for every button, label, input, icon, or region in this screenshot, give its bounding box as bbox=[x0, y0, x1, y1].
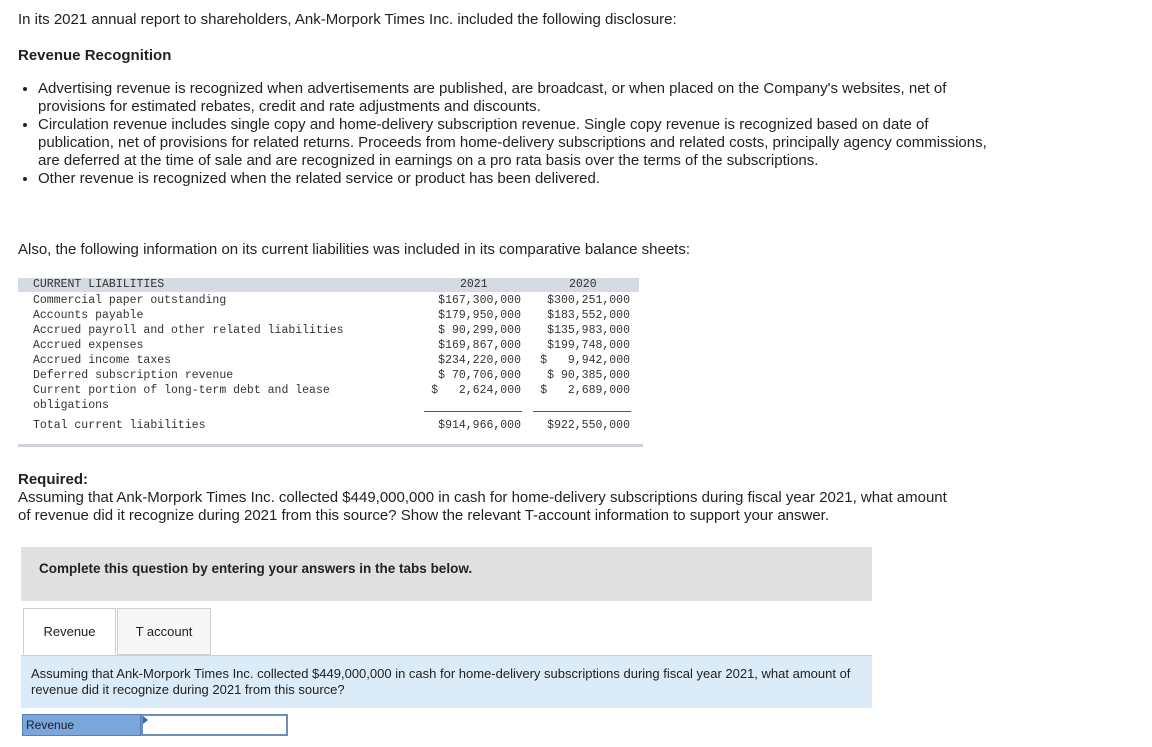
also-text: Also, the following information on its current liabilities was included in its comparative balance sheets: bbox=[18, 241, 691, 258]
total-rule-2021 bbox=[424, 411, 522, 412]
intro-text: In its 2021 annual report to shareholders, Ank-Morpork Times Inc. included the following disclosure: bbox=[18, 11, 677, 28]
question-panel bbox=[21, 656, 872, 708]
value-2021: $234,220,000 bbox=[438, 354, 521, 367]
table-row bbox=[18, 293, 639, 308]
value-2021: $169,867,000 bbox=[438, 339, 521, 352]
table-row-total bbox=[18, 418, 639, 433]
row-label: Accrued income taxes bbox=[33, 354, 172, 367]
row-label: Accounts payable bbox=[33, 309, 144, 322]
list-item: • Circulation revenue includes single copy and home-delivery subscription revenue. Single copy revenue is recognized based on date of publication, net of provisions for related returns. Proceeds from home-delivery subscriptions and related costs, principally agency commissions, are deferred at the time of sale and are recognized in earnings on a pro rata basis over the terms of the subscriptions. bbox=[38, 116, 988, 170]
table-header bbox=[18, 278, 639, 292]
input-marker-icon bbox=[143, 716, 148, 724]
value-2020: $183,552,000 bbox=[547, 309, 630, 322]
value-2021: $ 70,706,000 bbox=[438, 369, 521, 382]
list-item: • Other revenue is recognized when the related service or product has been delivered. bbox=[38, 170, 988, 188]
value-2020: $ 2,689,000 bbox=[540, 384, 630, 397]
revenue-recognition-title: Revenue Recognition bbox=[18, 47, 172, 64]
revenue-recognition-list bbox=[18, 80, 988, 188]
row-label: Accrued expenses bbox=[33, 339, 144, 352]
table-bottom-border bbox=[18, 444, 643, 447]
row-label: Accrued payroll and other related liabilities bbox=[33, 324, 344, 337]
table-row bbox=[18, 383, 639, 413]
tab-t-account[interactable] bbox=[117, 608, 211, 655]
header-year-2020: 2020 bbox=[569, 278, 597, 291]
table-row bbox=[18, 323, 639, 338]
total-rule-2020 bbox=[533, 411, 631, 412]
current-liabilities-table bbox=[18, 278, 639, 433]
instructions-text: Complete this question by entering your answers in the tabs below. bbox=[39, 561, 473, 576]
answer-label: Revenue bbox=[22, 714, 141, 736]
value-2021: $ 2,624,000 bbox=[431, 384, 521, 397]
tab-revenue[interactable] bbox=[23, 608, 116, 655]
list-item: • Advertising revenue is recognized when advertisements are published, are broadcast, or when placed on the Company's websites, net of provisions for estimated rebates, credit and rate adjustments and discounts. bbox=[38, 80, 988, 116]
total-2021: $914,966,000 bbox=[438, 419, 521, 432]
value-2020: $199,748,000 bbox=[547, 339, 630, 352]
header-label: CURRENT LIABILITIES bbox=[33, 278, 165, 291]
total-2020: $922,550,000 bbox=[547, 419, 630, 432]
value-2021: $179,950,000 bbox=[438, 309, 521, 322]
value-2020: $300,251,000 bbox=[547, 294, 630, 307]
revenue-answer-input[interactable] bbox=[141, 714, 288, 736]
value-2020: $135,983,000 bbox=[547, 324, 630, 337]
tab-label: Revenue bbox=[43, 624, 96, 639]
tab-label: T account bbox=[135, 624, 193, 639]
total-label: Total current liabilities bbox=[33, 419, 206, 432]
header-year-2021: 2021 bbox=[460, 278, 488, 291]
table-row bbox=[18, 308, 639, 323]
required-label: Required: bbox=[18, 471, 89, 488]
table-row bbox=[18, 368, 639, 383]
question-text: Assuming that Ank-Morpork Times Inc. collected $449,000,000 in cash for home-delivery subscriptions during fiscal year 2021, what amount of revenue did it recognize during 2021 from this source? bbox=[31, 666, 851, 697]
row-label: Deferred subscription revenue bbox=[33, 369, 234, 382]
required-text: Assuming that Ank-Morpork Times Inc. collected $449,000,000 in cash for home-delivery subscriptions during fiscal year 2021, what amount of revenue did it recognize during 2021 from this source? Show the relevant T-account information to support your answer. bbox=[18, 489, 947, 524]
table-row bbox=[18, 353, 639, 368]
value-2021: $167,300,000 bbox=[438, 294, 521, 307]
value-2021: $ 90,299,000 bbox=[438, 324, 521, 337]
row-label: Current portion of long-term debt and lease bbox=[33, 384, 330, 397]
table-row bbox=[18, 338, 639, 353]
value-2020: $ 9,942,000 bbox=[540, 354, 630, 367]
value-2020: $ 90,385,000 bbox=[547, 369, 630, 382]
row-label-continued: obligations bbox=[33, 399, 109, 412]
row-label: Commercial paper outstanding bbox=[33, 294, 227, 307]
instructions-banner bbox=[21, 547, 872, 601]
